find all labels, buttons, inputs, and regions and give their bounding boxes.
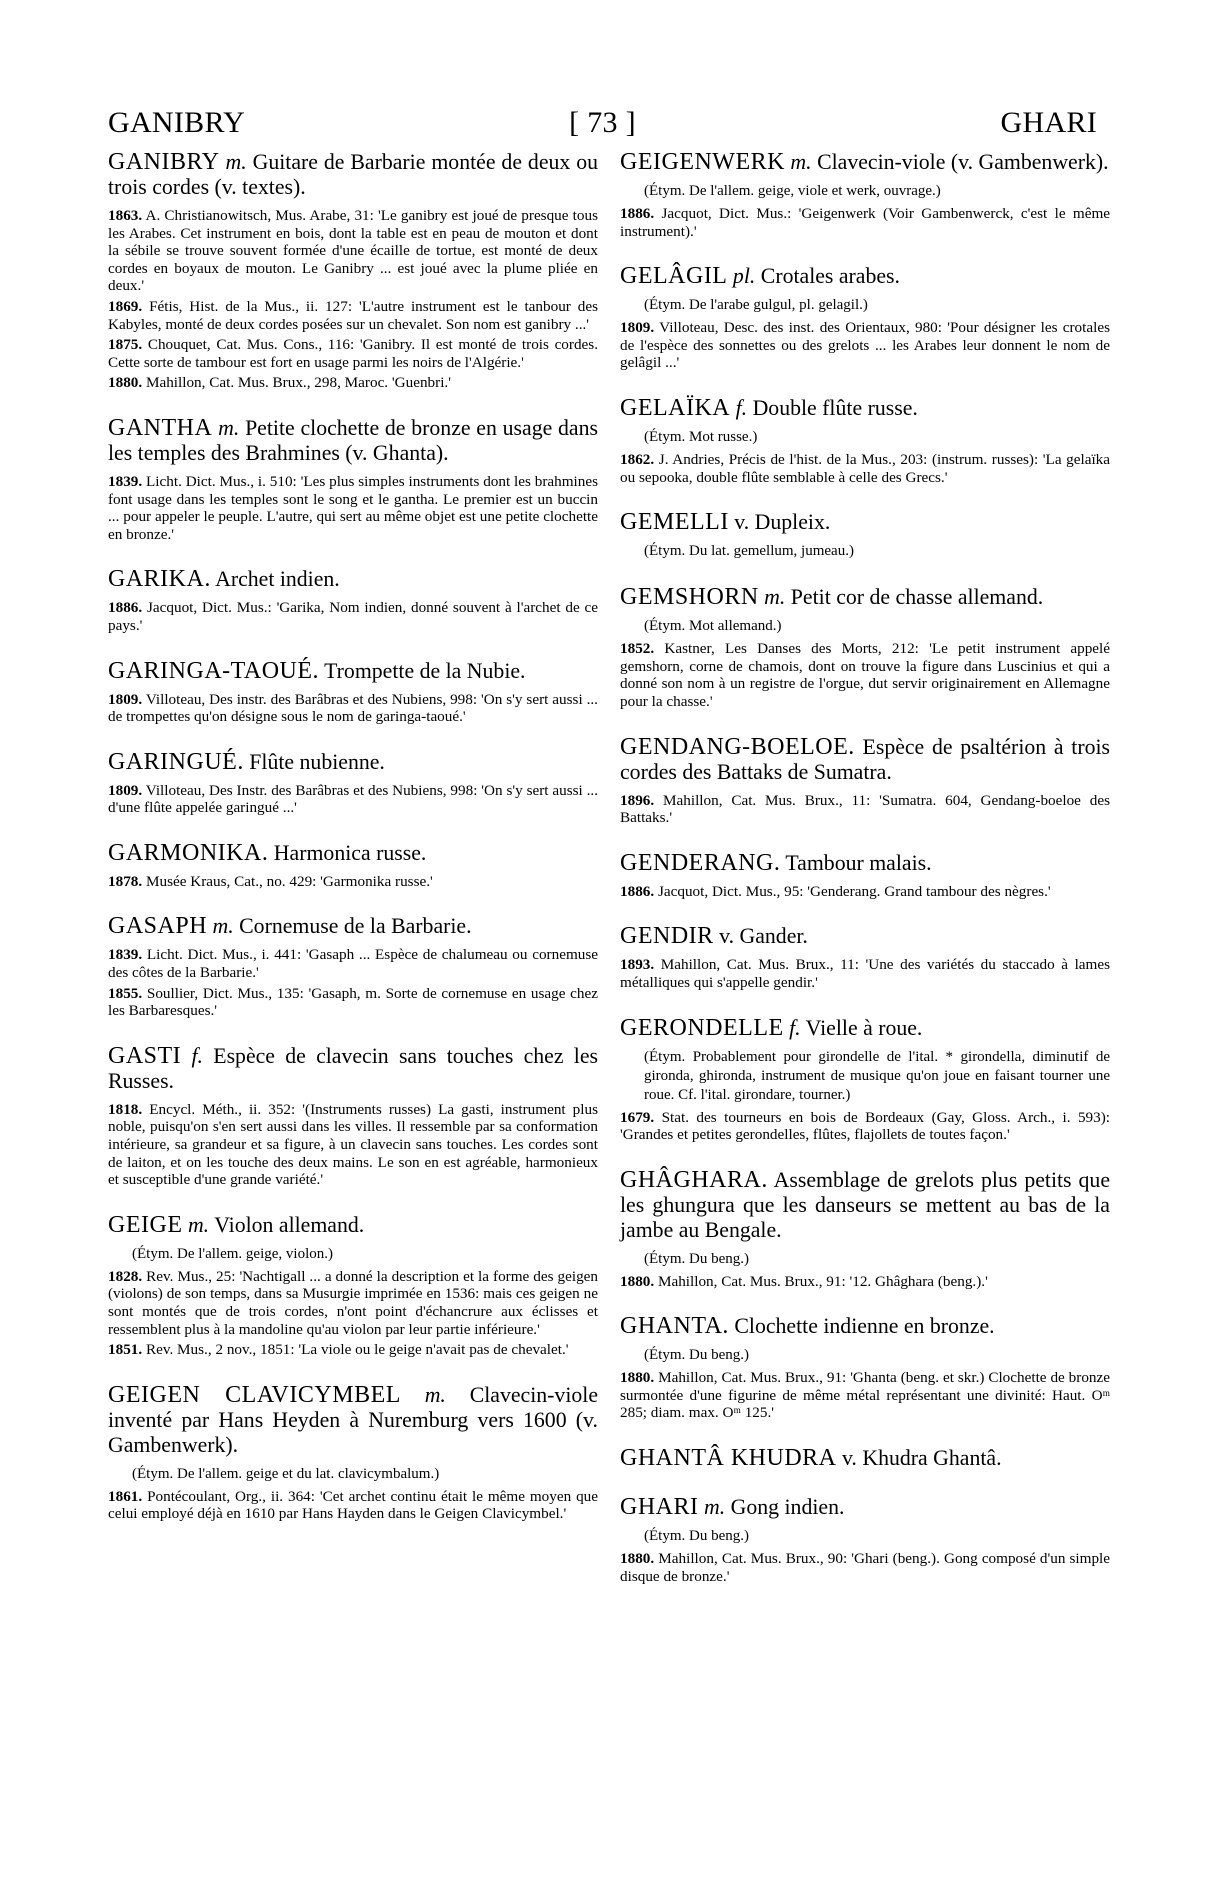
definition: Petite clochette de bronze en usage dans les temples des Brahmines (v. Ghanta). <box>108 415 598 465</box>
citation <box>108 873 598 891</box>
citation-year: 1679. <box>620 1108 655 1126</box>
citation <box>620 1273 1110 1291</box>
entry-heading <box>620 1446 1110 1471</box>
running-head <box>0 0 1205 140</box>
citation-text: Chouquet, Cat. Mus. Cons., 116: 'Ganibry. Il est monté de trois cordes. Cette sorte de tambour est fort en usage parmi les noirs de l'Algérie.' <box>108 336 599 371</box>
dictionary-entry <box>620 735 1110 827</box>
part-of-speech: m. <box>764 585 786 610</box>
dictionary-entry <box>620 264 1110 372</box>
dictionary-entry <box>108 1383 598 1523</box>
part-of-speech: m. <box>225 150 247 174</box>
headword: GEIGE <box>108 1211 183 1238</box>
dictionary-entry <box>620 510 1110 561</box>
headword: GARMONIKA. <box>108 839 269 866</box>
citation-text: Jacquot, Dict. Mus.: 'Geigenwerk (Voir Gambenwerck, c'est le même instrument).' <box>620 205 1110 240</box>
entry-heading <box>620 1016 1110 1041</box>
headword: GHANTA. <box>620 1313 729 1340</box>
etymology: (Étym. Du beng.) <box>644 1528 749 1545</box>
etymology: (Étym. De l'allem. geige, violon.) <box>132 1245 333 1262</box>
definition: Assemblage de grelots plus petits que les ghungura que les danseurs se mettent au bas de la jambe au Bengale. <box>620 1167 1110 1242</box>
dictionary-entry <box>108 1213 598 1359</box>
headword: GANIBRY <box>108 149 220 175</box>
part-of-speech: m. <box>790 150 812 174</box>
citation <box>620 1109 1110 1144</box>
citation <box>108 985 598 1020</box>
entry-heading <box>108 841 598 866</box>
entry-heading <box>108 416 598 466</box>
entry-heading <box>620 924 1110 949</box>
part-of-speech: m. <box>218 415 240 440</box>
citation-year: 1809. <box>108 690 143 708</box>
citation <box>620 883 1110 901</box>
citation-text: Stat. des tourneurs en bois de Bordeaux (Gay, Gloss. Arch., i. 593): 'Grandes et petites gerondelles, flûtes, flajollets de toutes façon.' <box>620 1108 1110 1144</box>
citation <box>108 1341 598 1359</box>
entry-heading <box>620 1314 1110 1339</box>
running-head-right: GHARI <box>1000 106 1097 139</box>
part-of-speech: m. <box>703 1495 726 1520</box>
headword: GHANTÂ KHUDRA <box>620 1445 837 1472</box>
headword: GARIKA. <box>108 566 211 593</box>
citation <box>620 792 1110 827</box>
headword: GENDERANG. <box>620 849 781 876</box>
citation-text: Fétis, Hist. de la Mus., ii. 127: 'L'autre instrument est le tanbour des Kabyles, monté de deux cordes posées sur un chevalet. Son nom est ganibry ...' <box>108 297 598 333</box>
citation-text: Villoteau, Des instr. des Barâbras et des Nubiens, 998: 'On s'y sert aussi ... de trompettes qu'on désigne sous le nom de garinga-taoué.' <box>108 690 598 726</box>
citation-year: 1878. <box>108 872 143 890</box>
dictionary-entry <box>620 851 1110 901</box>
definition: Clavecin-viole (v. Gambenwerk). <box>817 150 1109 174</box>
etymology: (Étym. Du beng.) <box>644 1250 749 1267</box>
headword: GELAÏKA <box>620 394 731 421</box>
citation-year: 1852. <box>620 640 655 658</box>
citation <box>108 298 598 333</box>
part-of-speech: m. <box>424 1382 446 1407</box>
citation <box>108 1101 598 1189</box>
citation-year: 1896. <box>620 791 655 809</box>
citation-text: Mahillon, Cat. Mus. Brux., 11: 'Sumatra. 604, Gendang-boeloe des Battaks.' <box>620 791 1111 827</box>
citation <box>108 336 598 371</box>
etymology: (Étym. De l'allem. geige, viole et werk, ouvrage.) <box>644 183 941 199</box>
dictionary-entry <box>108 659 598 726</box>
headword: GASAPH <box>108 913 208 940</box>
citation <box>620 640 1110 710</box>
citation-year: 1886. <box>108 599 143 617</box>
dictionary-entry <box>620 1016 1110 1144</box>
headword: GEIGENWERK <box>620 149 785 175</box>
citation <box>620 451 1110 486</box>
definition: Petit cor de chasse allemand. <box>790 585 1044 610</box>
definition: Violon allemand. <box>214 1212 365 1237</box>
headword: GARINGA-TAOUÉ. <box>108 657 320 684</box>
citation <box>620 956 1110 991</box>
running-head-left: GANIBRY <box>108 106 246 139</box>
entry-heading <box>620 396 1110 421</box>
citation <box>620 1369 1110 1422</box>
citation-text: Mahillon, Cat. Mus. Brux., 91: '12. Ghâghara (beng.).' <box>657 1272 988 1290</box>
entry-heading <box>108 1044 598 1094</box>
dictionary-entry <box>108 841 598 891</box>
etymology: (Étym. Mot russe.) <box>644 428 758 445</box>
left-column <box>108 150 598 1547</box>
citation-text: Villoteau, Desc. des inst. des Orientaux, 980: 'Pour désigner les crotales de l'espèce des sonnettes ou des grelots ... les Arabes leur donnent le nom de gelâgil ...' <box>620 319 1110 372</box>
citation <box>108 782 598 817</box>
part-of-speech: f. <box>789 1015 801 1040</box>
citation-text: Licht. Dict. Mus., i. 441: 'Gasaph ... Espèce de chalumeau ou cornemuse des côtes de la Barbarie.' <box>108 946 599 982</box>
citation-text: Licht. Dict. Mus., i. 510: 'Les plus simples instruments dont les brahmines font usage dans les temples sont le song et le gantha. Le premier est un buccin ... pour appeler le peuple. L'autre, qui sert au même objet est une petite clochette en bronze.' <box>108 472 599 543</box>
citation-year: 1851. <box>108 1341 143 1359</box>
entry-heading <box>620 1168 1110 1243</box>
definition: Archet indien. <box>215 567 340 592</box>
citation-year: 1880. <box>620 1550 655 1568</box>
entry-heading <box>108 567 598 592</box>
definition: v. Gander. <box>719 924 808 949</box>
citation-year: 1862. <box>620 450 655 468</box>
citation <box>108 207 598 295</box>
dictionary-entry <box>620 1314 1110 1422</box>
entry-heading <box>108 750 598 775</box>
citation-text: Mahillon, Cat. Mus. Brux., 298, Maroc. 'Guenbri.' <box>145 374 451 392</box>
dictionary-entry <box>108 567 598 634</box>
citation-text: Rev. Mus., 2 nov., 1851: 'La viole ou le geige n'avait pas de chevalet.' <box>145 1341 569 1359</box>
citation-text: Kastner, Les Danses des Morts, 212: 'Le petit instrument appelé gemshorn, corne de chamois, dont on trouve la figure dans Luscinius et qui a donné son nom à un registre de l'orgue, dut servir originairement en Allemagne pour la chasse.' <box>620 640 1110 710</box>
headword: GASTI <box>108 1042 182 1069</box>
definition: Tambour malais. <box>785 850 932 875</box>
citation-text: Encycl. Méth., ii. 352: '(Instruments russes) La gasti, instrument plus noble, puisqu'on s'en sert aussi dans les villes. Il ressemble par sa conformation intérieure, sa grandeur et sa figure, à un clavecin sans touches. Les cordes sont de laiton, et on les touche des deux mains. Le son en est agréable, harmonieux et susceptible d'une grande variété.' <box>108 1100 599 1189</box>
citation-year: 1875. <box>108 336 143 354</box>
definition: Espèce de clavecin sans touches chez les Russes. <box>108 1043 599 1093</box>
citation-text: Jacquot, Dict. Mus., 95: 'Genderang. Grand tambour des nègres.' <box>657 882 1051 900</box>
definition: Double flûte russe. <box>752 395 918 420</box>
citation-text: Villoteau, Des Instr. des Barâbras et des Nubiens, 998: 'On s'y sert aussi ... d'une flûte appelée garingué ...' <box>108 781 599 817</box>
dictionary-entry <box>620 1168 1110 1291</box>
definition: Trompette de la Nubie. <box>324 658 526 683</box>
dictionary-entry <box>620 1446 1110 1471</box>
entry-heading <box>108 150 598 200</box>
citation <box>620 319 1110 372</box>
page-number: [ 73 ] <box>569 106 636 139</box>
citation-year: 1818. <box>108 1100 143 1118</box>
definition: Vielle à roue. <box>805 1015 923 1040</box>
definition: Guitare de Barbarie montée de deux ou trois cordes (v. textes). <box>108 150 599 199</box>
entry-heading <box>108 659 598 684</box>
entry-heading <box>108 1213 598 1238</box>
citation <box>620 1550 1110 1585</box>
etymology: (Étym. De l'allem. geige et du lat. clavicymbalum.) <box>132 1465 440 1482</box>
citation <box>108 473 598 543</box>
citation-text: J. Andries, Précis de l'hist. de la Mus., 203: (instrum. russes): 'La gelaïka ou sepooka, double flûte semblable à celle des Grecs.' <box>620 450 1111 486</box>
dictionary-entry <box>108 416 598 543</box>
citation-year: 1880. <box>108 374 143 392</box>
citation-text: Mahillon, Cat. Mus. Brux., 90: 'Ghari (beng.). Gong composé d'un simple disque de bronze.' <box>620 1550 1110 1585</box>
part-of-speech: pl. <box>732 264 756 289</box>
citation-text: Mahillon, Cat. Mus. Brux., 11: 'Une des variétés du staccado à lames métalliques qui s'appelle gendir.' <box>620 956 1110 991</box>
definition: Clochette indienne en bronze. <box>734 1314 995 1339</box>
headword: GHÂGHARA. <box>620 1166 768 1193</box>
citation <box>108 1268 598 1338</box>
dictionary-entry <box>108 1044 598 1189</box>
entry-heading <box>620 264 1110 289</box>
headword: GEIGEN CLAVICYMBEL <box>108 1381 401 1408</box>
citation-year: 1839. <box>108 946 143 964</box>
headword: GARINGUÉ. <box>108 748 244 775</box>
dictionary-entry <box>620 1495 1110 1585</box>
headword: GEMSHORN <box>620 584 759 611</box>
citation-year: 1828. <box>108 1267 143 1285</box>
citation-year: 1861. <box>108 1487 143 1505</box>
headword: GANTHA <box>108 414 213 441</box>
citation <box>108 599 598 634</box>
entry-heading <box>620 585 1110 610</box>
citation-text: Soullier, Dict. Mus., 135: 'Gasaph, m. Sorte de cornemuse en usage chez les Barbaresques.' <box>108 984 598 1020</box>
citation-text: Jacquot, Dict. Mus.: 'Garika, Nom indien, donné souvent à l'archet de ce pays.' <box>108 599 598 634</box>
dictionary-entry <box>108 914 598 1019</box>
citation <box>108 691 598 726</box>
citation-year: 1880. <box>620 1272 655 1290</box>
dictionary-entry <box>620 396 1110 486</box>
definition: Cornemuse de la Barbarie. <box>239 914 472 939</box>
citation-text: Mahillon, Cat. Mus. Brux., 91: 'Ghanta (beng. et skr.) Clochette de bronze surmontée d'une figurine de même métal représentant une divinité: Haut. Oᵐ 285; diam. max. Oᵐ 125.' <box>620 1369 1111 1422</box>
definition: Gong indien. <box>730 1495 845 1520</box>
citation-year: 1880. <box>620 1369 655 1387</box>
citation-year: 1893. <box>620 956 655 974</box>
dictionary-entry <box>620 585 1110 710</box>
right-column <box>620 150 1110 1609</box>
citation-text: A. Christianowitsch, Mus. Arabe, 31: 'Le ganibry est joué de presque tous les Arabes. Cet instrument en bois, dont la table est en peau de mouton et dont la sébile se trouve souvent formée d'une écaille de tortue, est monté de deux cordes en boyaux de mouton. Le Ganibry ... est joué avec la plume pliée en deux.' <box>108 207 598 295</box>
entry-heading <box>108 914 598 939</box>
entry-heading <box>620 1495 1110 1520</box>
entry-heading <box>620 510 1110 535</box>
citation-year: 1869. <box>108 297 143 315</box>
definition: Espèce de psaltérion à trois cordes des Battaks de Sumatra. <box>620 734 1111 784</box>
part-of-speech: f. <box>735 395 748 420</box>
citation-year: 1886. <box>620 205 655 222</box>
entry-heading <box>620 851 1110 876</box>
etymology: (Étym. Probablement pour girondelle de l'ital. * girondella, diminutif de gironda, ghironda, instrument de musique qu'on joue en faisant tourner une roue. Cf. l'ital. girondare, tourner.) <box>644 1048 1110 1103</box>
citation-text: Pontécoulant, Org., ii. 364: 'Cet archet continu était le même moyen que celui employé déjà en 1610 par Hans Hayden dans le Geigen Clavicymbel.' <box>108 1487 599 1523</box>
dictionary-entry <box>620 150 1110 240</box>
definition: v. Dupleix. <box>734 510 831 535</box>
part-of-speech: m. <box>187 1212 210 1237</box>
citation-year: 1863. <box>108 207 143 224</box>
etymology: (Étym. Mot allemand.) <box>644 618 782 635</box>
definition: Crotales arabes. <box>760 264 900 289</box>
citation-text: Musée Kraus, Cat., no. 429: 'Garmonika russe.' <box>145 872 433 890</box>
definition: Clavecin-viole inventé par Hans Heyden à Nuremburg vers 1600 (v. Gambenwerk). <box>108 1382 598 1457</box>
headword: GHARI <box>620 1494 699 1521</box>
definition: Flûte nubienne. <box>249 749 385 774</box>
part-of-speech: f. <box>191 1043 203 1068</box>
entry-heading <box>620 735 1110 785</box>
etymology: (Étym. Du beng.) <box>644 1347 749 1364</box>
headword: GERONDELLE <box>620 1014 784 1041</box>
etymology: (Étym. Du lat. gemellum, jumeau.) <box>644 543 854 560</box>
headword: GENDANG-BOELOE. <box>620 733 855 760</box>
citation <box>108 374 598 392</box>
citation <box>108 1488 598 1523</box>
definition: v. Khudra Ghantâ. <box>841 1446 1002 1471</box>
headword: GELÂGIL <box>620 263 728 290</box>
etymology: (Étym. De l'arabe gulgul, pl. gelagil.) <box>644 297 868 314</box>
dictionary-entry <box>108 150 598 392</box>
headword: GEMELLI <box>620 509 729 536</box>
dictionary-entry <box>620 924 1110 991</box>
entry-heading <box>620 150 1110 175</box>
entry-heading <box>108 1383 598 1458</box>
citation-text: Rev. Mus., 25: 'Nachtigall ... a donné la description et la forme des geigen (violons) de son temps, dans sa Musurgie imprimée en 1536: mais ces geigen ne sont montés que de trois cordes, n'ont point d'échancrure aux éclisses et ressemblent plus à la mandoline qu'au violon par leur partie inférieure.' <box>108 1267 598 1338</box>
citation <box>108 946 598 981</box>
citation-year: 1855. <box>108 984 143 1002</box>
citation-year: 1809. <box>620 319 655 337</box>
citation-year: 1886. <box>620 882 655 900</box>
dictionary-entry <box>108 750 598 817</box>
part-of-speech: m. <box>212 914 234 939</box>
citation-year: 1809. <box>108 781 143 799</box>
headword: GENDIR <box>620 923 714 950</box>
citation <box>620 205 1110 240</box>
citation-year: 1839. <box>108 472 143 490</box>
definition: Harmonica russe. <box>273 840 427 865</box>
